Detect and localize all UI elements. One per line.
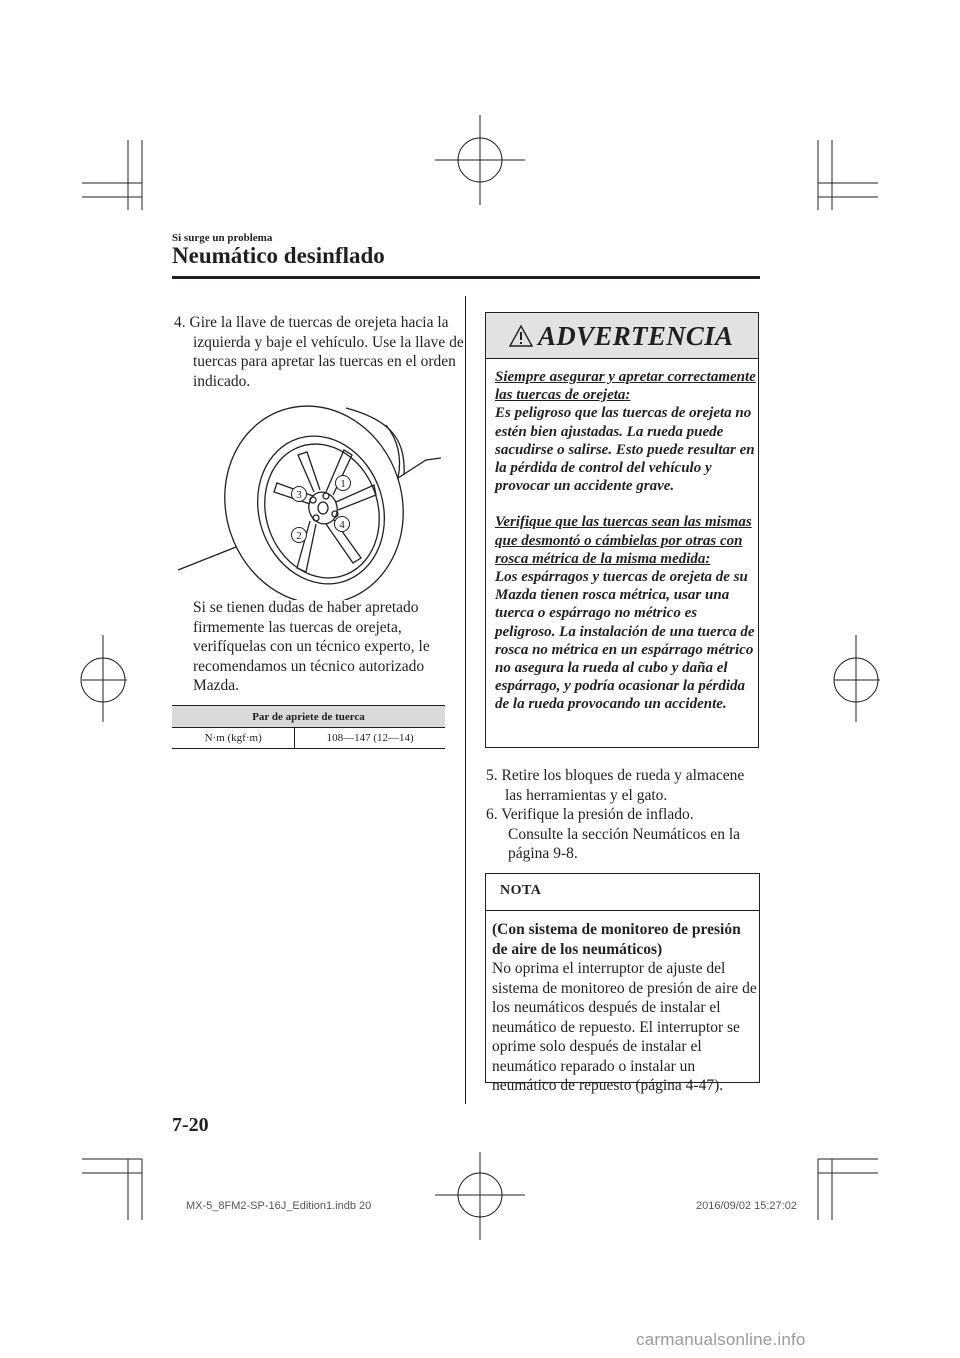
torque-unit: N·m (kgf·m) (172, 728, 295, 749)
steps-5-6 (486, 766, 761, 864)
footer-timestamp: 2016/09/02 15:27:02 (696, 1200, 797, 1212)
step-6-sub: Consulte la sección Neumáticos en la página 9-8. (508, 825, 741, 862)
warning-triangle-icon (509, 325, 533, 347)
nut-label-3: 3 (296, 489, 302, 501)
step-6: 6. Verifique la presión de inflado. (486, 806, 694, 823)
warning-body (495, 368, 757, 714)
check-paragraph: Si se tienen dudas de haber apretado firmemente las tuercas de orejeta, verifíquelas con un técnico experto, le recomendamos un técnico autorizado Mazda. (193, 599, 430, 694)
warning-box (485, 312, 759, 748)
note-title: NOTA (500, 883, 542, 898)
torque-table (172, 705, 445, 749)
note-text: No oprima el interruptor de ajuste del sistema de monitoreo de presión de aire de los neumáticos después de instalar el neumático de repuesto. El interruptor se oprime solo después de instalar el neumático reparado o instalar un neumático de repuesto (página 4-47). (492, 960, 757, 1094)
page-number: 7-20 (172, 1114, 209, 1136)
warning-text-2: Los espárragos y tuercas de orejeta de su Mazda tienen rosca métrica, usar una tuerca o espárrago no métrico es peligroso. La instalación de una tuerca de rosca no métrica en un espárrago métrico no asegura la rueda al cubo y daña el espárrago, y podría ocasionar la pérdida de la rueda provocando un accidente. (495, 569, 755, 713)
note-header (486, 874, 759, 911)
torque-value: 108—147 (12—14) (295, 728, 445, 749)
page-title: Neumático desinflado (172, 243, 385, 268)
nut-label-4: 4 (339, 519, 345, 531)
nut-label-1: 1 (340, 478, 346, 490)
title-rule (172, 276, 760, 279)
torque-table-header: Par de apriete de tuerca (172, 706, 445, 728)
step-4: 4. Gire la llave de tuercas de orejeta hacia la izquierda y baje el vehículo. Use la llave de tuercas para apretar las tuercas en el orden indicado. (174, 314, 464, 390)
column-divider (465, 296, 466, 1104)
warning-text-1: Es peligroso que las tuercas de orejeta no estén bien ajustadas. La rueda puede sacudirse o salirse. Esto puede resultar en la pérdida de control del vehículo y provocar un accidente grave. (495, 405, 755, 495)
section-label: Si surge un problema (172, 232, 273, 244)
wheel-illustration (176, 400, 446, 600)
warning-heading-2: Verifique que las tuercas sean las mismas que desmontó o cámbielas por otras con rosca métrica de la misma medida: (495, 514, 752, 567)
note-body (492, 920, 758, 1096)
note-heading: (Con sistema de monitoreo de presión de aire de los neumáticos) (492, 921, 741, 958)
warning-header (486, 313, 758, 359)
watermark: carmanualsonline.info (636, 1330, 806, 1349)
note-box (485, 873, 760, 1094)
step-5: 5. Retire los bloques de rueda y almacene las herramientas y el gato. (486, 767, 745, 804)
warning-heading-1: Siempre asegurar y apretar correctamente las tuercas de orejeta: (495, 369, 756, 404)
warning-title: ADVERTENCIA (538, 321, 734, 351)
footer-file: MX-5_8FM2-SP-16J_Edition1.indb 20 (186, 1200, 372, 1212)
nut-label-2: 2 (296, 530, 302, 542)
